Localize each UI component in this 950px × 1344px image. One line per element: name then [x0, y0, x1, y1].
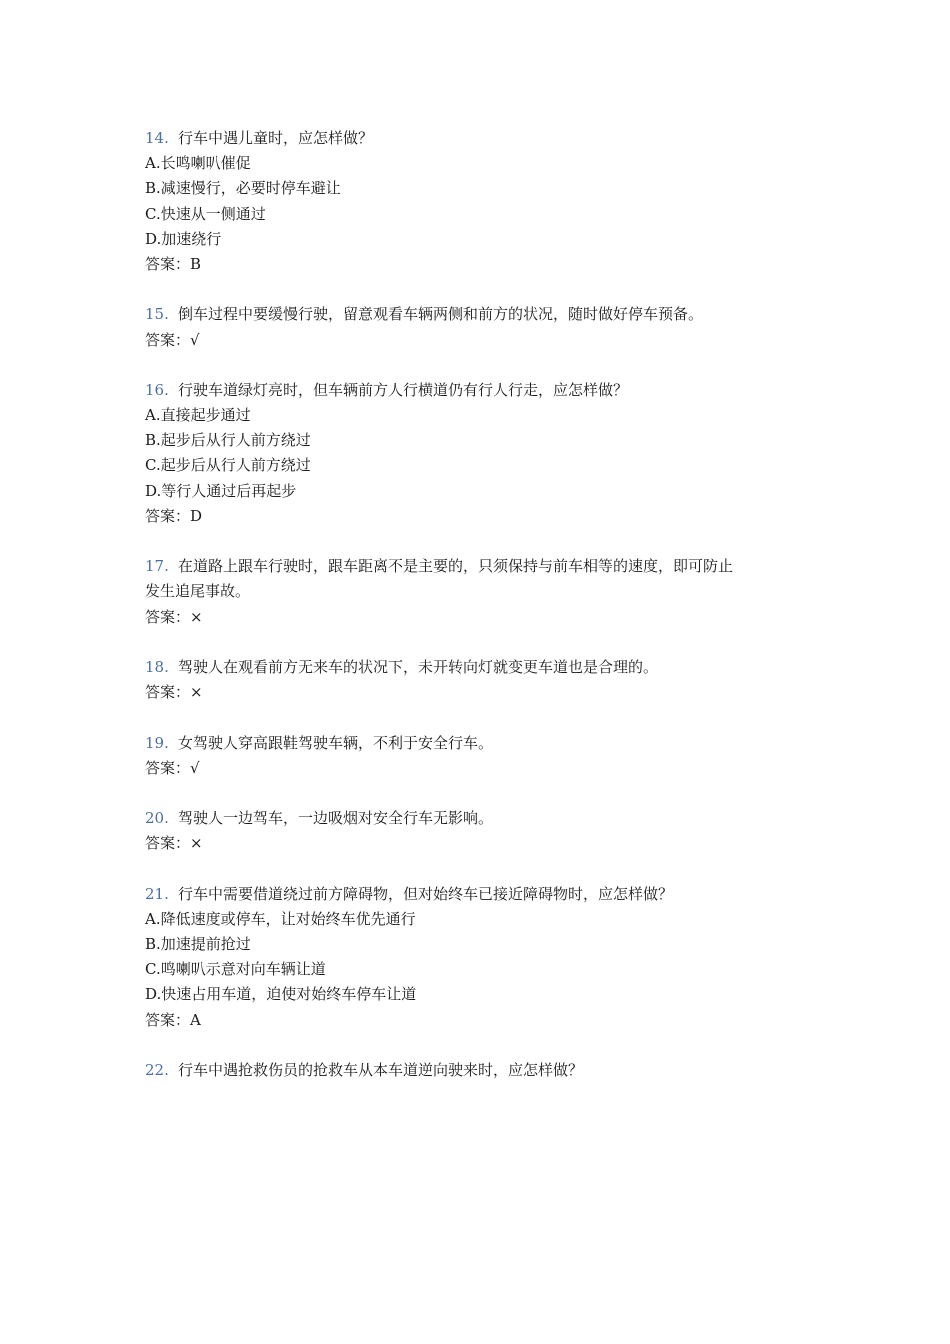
question-text: 行车中需要借道绕过前方障碍物，但对始终车已接近障碍物时，应怎样做？ [178, 884, 674, 903]
answer: 答案：√ [145, 758, 200, 777]
option-a: A.长鸣喇叭催促 [145, 154, 251, 173]
question-text: 在道路上跟车行驶时，跟车距离不是主要的，只须保持与前车相等的速度，即可防止 [178, 557, 734, 576]
answer: 答案：D [145, 506, 203, 525]
question-text: 倒车过程中要缓慢行驶，留意观看车辆两侧和前方的状况，随时做好停车预备。 [178, 305, 704, 324]
question-line [145, 302, 805, 327]
question-line [145, 1058, 805, 1083]
question-text: 行车中遇儿童时，应怎样做？ [178, 129, 374, 147]
question-14 [145, 126, 805, 277]
question-number: 15. [145, 305, 169, 324]
option-c: C.起步后从行人前方绕过 [145, 456, 311, 475]
option-b: B.起步后从行人前方绕过 [145, 431, 311, 450]
question-15 [145, 302, 805, 352]
question-line [145, 806, 805, 831]
question-22 [145, 1058, 805, 1083]
option-d: D.等行人通过后再起步 [145, 481, 297, 500]
question-21 [145, 882, 805, 1033]
option-a: A.降低速度或停车，让对始终车优先通行 [145, 909, 416, 928]
question-18 [145, 655, 805, 705]
question-text: 驾驶人在观看前方无来车的状况下，未开转向灯就变更车道也是合理的。 [178, 657, 659, 676]
answer: 答案：√ [145, 330, 200, 349]
option-a: A.直接起步通过 [145, 406, 251, 425]
answer: 答案：× [145, 683, 203, 702]
option-d: D.加速绕行 [145, 229, 222, 248]
answer: 答案：B [145, 254, 202, 273]
question-17 [145, 554, 805, 630]
question-text: 行驶车道绿灯亮时，但车辆前方人行横道仍有行人行走，应怎样做？ [178, 380, 629, 399]
question-number: 19. [145, 733, 169, 752]
option-b: B.减速慢行，必要时停车避让 [145, 179, 341, 198]
question-text: 行车中遇抢救伤员的抢救车从本车道逆向驶来时，应怎样做？ [178, 1060, 584, 1079]
option-c: C.快速从一侧通过 [145, 204, 266, 223]
question-number: 20. [145, 809, 169, 828]
question-text: 女驾驶人穿高跟鞋驾驶车辆，不利于安全行车。 [178, 733, 494, 752]
question-20 [145, 806, 805, 856]
question-line [145, 554, 805, 579]
document-page [145, 126, 805, 1083]
question-16 [145, 378, 805, 529]
question-number: 22. [145, 1060, 169, 1079]
option-c: C.鸣喇叭示意对向车辆让道 [145, 960, 326, 979]
question-text: 驾驶人一边驾车，一边吸烟对安全行车无影响。 [178, 809, 494, 828]
answer: 答案：A [145, 1010, 201, 1029]
question-line [145, 731, 805, 756]
question-number: 14. [145, 129, 169, 147]
question-number: 16. [145, 380, 169, 399]
option-b: B.加速提前抢过 [145, 935, 251, 953]
question-line [145, 126, 805, 151]
question-number: 17. [145, 557, 169, 576]
question-number: 18. [145, 657, 169, 676]
answer: 答案：× [145, 834, 203, 853]
question-text-continued: 发生追尾事故。 [145, 582, 251, 601]
option-d: D.快速占用车道，迫使对始终车停车让道 [145, 985, 417, 1004]
question-number: 21. [145, 884, 169, 903]
answer: 答案：× [145, 607, 203, 626]
question-line [145, 655, 805, 680]
question-line [145, 882, 805, 907]
question-19 [145, 731, 805, 781]
question-line [145, 378, 805, 403]
